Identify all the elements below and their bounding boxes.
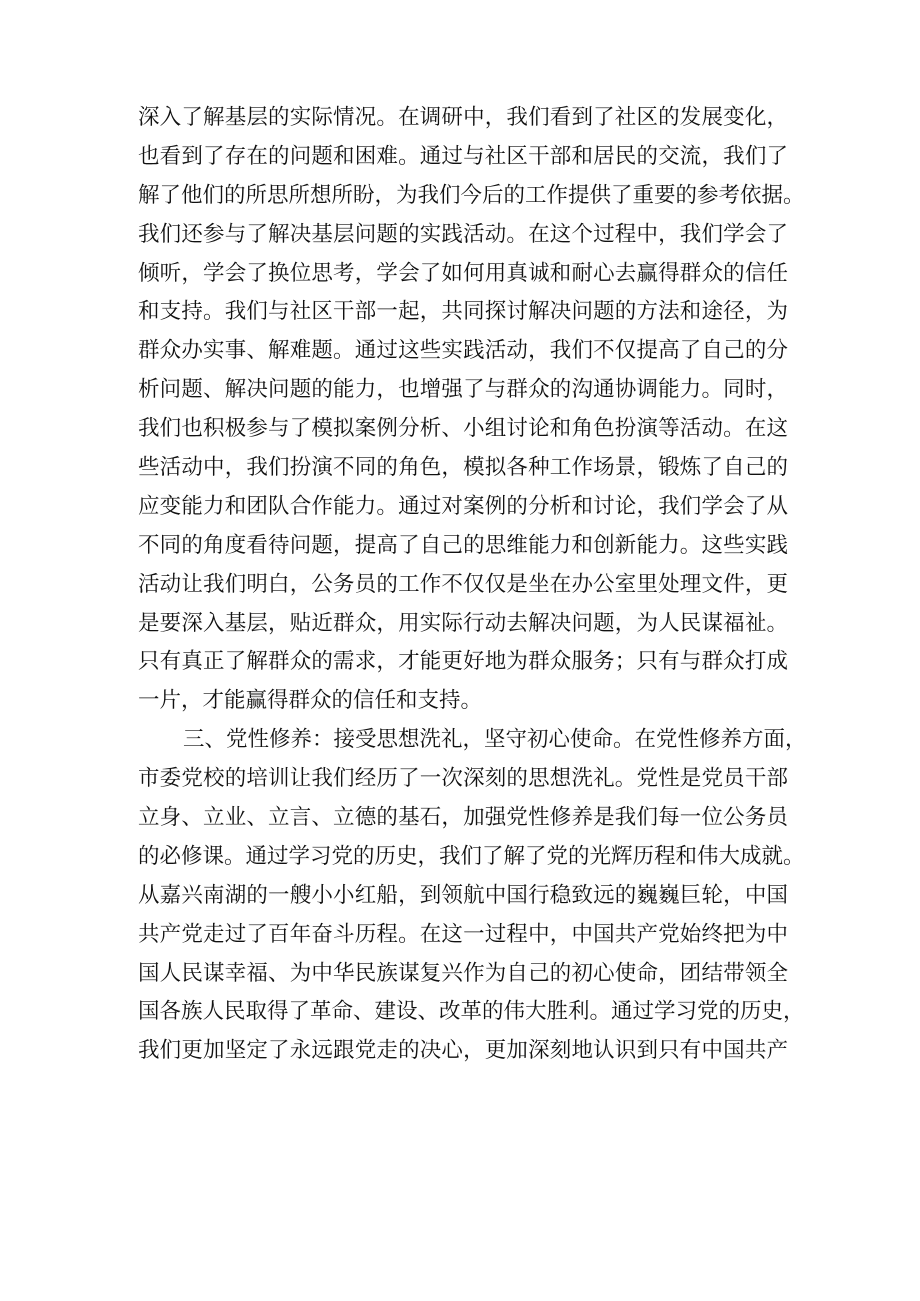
text-line: 也看到了存在的问题和困难。通过与社区干部和居民的交流，我们了 bbox=[138, 143, 788, 169]
paragraph-end-line: 一片，才能赢得群众的信任和支持。 bbox=[138, 688, 483, 714]
text-line: 我们还参与了解决基层问题的实践活动。在这个过程中，我们学会了 bbox=[138, 221, 788, 247]
section-heading-line: 三、党性修养：接受思想洗礼，坚守初心使命。在党性修养方面， bbox=[183, 727, 807, 753]
text-line: 析问题、解决问题的能力，也增强了与群众的沟通协调能力。同时， bbox=[138, 377, 788, 403]
text-line: 共产党走过了百年奋斗历程。在这一过程中，中国共产党始终把为中 bbox=[138, 921, 788, 947]
text-line: 解了他们的所思所想所盼，为我们今后的工作提供了重要的参考依据。 bbox=[138, 182, 805, 208]
text-line: 些活动中，我们扮演不同的角色，模拟各种工作场景，锻炼了自己的 bbox=[138, 455, 788, 481]
text-line: 只有真正了解群众的需求，才能更好地为群众服务；只有与群众打成 bbox=[138, 649, 788, 675]
text-line: 深入了解基层的实际情况。在调研中，我们看到了社区的发展变化， bbox=[138, 105, 788, 130]
text-line: 应变能力和团队合作能力。通过对案例的分析和讨论，我们学会了从 bbox=[138, 493, 788, 519]
text-line: 国人民谋幸福、为中华民族谋复兴作为自己的初心使命，团结带领全 bbox=[138, 960, 788, 986]
text-line: 活动让我们明白，公务员的工作不仅仅是坐在办公室里处理文件，更 bbox=[138, 571, 788, 597]
text-line: 是要深入基层，贴近群众，用实际行动去解决问题，为人民谋福祉。 bbox=[138, 610, 788, 636]
text-line: 我们更加坚定了永远跟党走的决心，更加深刻地认识到只有中国共产 bbox=[138, 1038, 788, 1064]
text-line: 不同的角度看待问题，提高了自己的思维能力和创新能力。这些实践 bbox=[138, 532, 788, 558]
body-text bbox=[138, 99, 807, 1071]
text-line: 和支持。我们与社区干部一起，共同探讨解决问题的方法和途径，为 bbox=[138, 299, 788, 325]
text-line: 的必修课。通过学习党的历史，我们了解了党的光辉历程和伟大成就。 bbox=[138, 843, 805, 869]
text-line: 国各族人民取得了革命、建设、改革的伟大胜利。通过学习党的历史， bbox=[138, 999, 805, 1025]
text-line: 立身、立业、立言、立德的基石，加强党性修养是我们每一位公务员 bbox=[138, 805, 788, 831]
text-line: 群众办实事、解难题。通过这些实践活动，我们不仅提高了自己的分 bbox=[138, 338, 788, 364]
text-line: 我们也积极参与了模拟案例分析、小组讨论和角色扮演等活动。在这 bbox=[138, 416, 788, 442]
text-line: 倾听，学会了换位思考，学会了如何用真诚和耐心去赢得群众的信任 bbox=[138, 260, 788, 286]
text-line: 市委党校的培训让我们经历了一次深刻的思想洗礼。党性是党员干部 bbox=[138, 766, 788, 792]
text-line: 从嘉兴南湖的一艘小小红船，到领航中国行稳致远的巍巍巨轮，中国 bbox=[138, 882, 788, 908]
